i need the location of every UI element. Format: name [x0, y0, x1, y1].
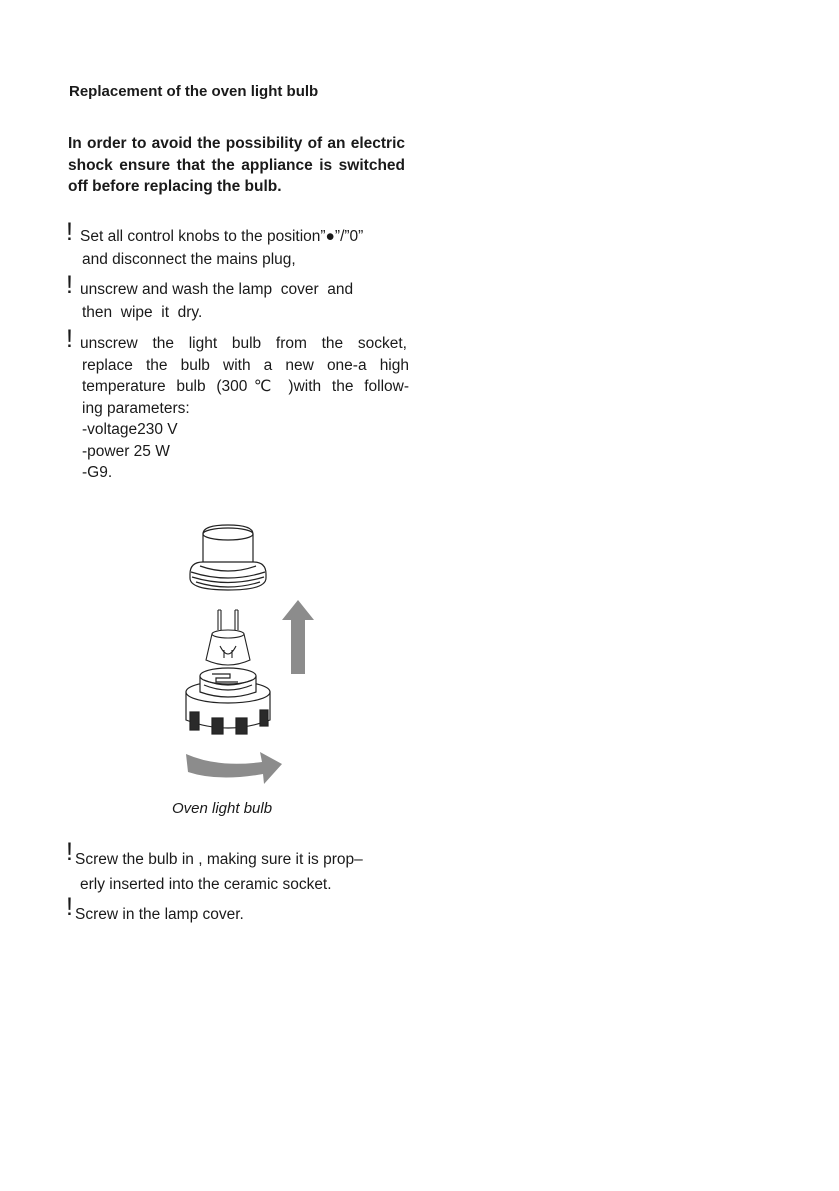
section-title: Replacement of the oven light bulb [69, 83, 319, 100]
step-3-line-6: -power 25 W [82, 442, 170, 460]
step-2-line-2: then wipe it dry. [82, 303, 203, 321]
instruction-step-2 [66, 271, 410, 323]
exclamation-icon: ! [66, 325, 73, 353]
exclamation-icon: ! [66, 838, 73, 866]
step-3-line-5: -voltage230 V [82, 421, 178, 438]
step-3-line-1: unscrew the light bulb from the socket, [80, 335, 407, 352]
instruction-step-4 [66, 838, 363, 897]
step-5-line-1: Screw in the lamp cover. [75, 906, 244, 923]
exclamation-icon: ! [66, 893, 73, 921]
step-3-line-3: temperature bulb (300℃ )with the follow- [82, 378, 409, 395]
step-3-line-4: ing parameters: [82, 399, 190, 417]
bulb-replacement-diagram [178, 522, 328, 790]
step-4-text [75, 847, 363, 897]
step-2-text [80, 279, 410, 323]
step-1-line-1: Set all control knobs to the position”●”/”0” [80, 228, 364, 245]
ceramic-socket-icon [186, 668, 270, 734]
exclamation-icon: ! [66, 271, 73, 299]
g9-bulb-icon [206, 610, 250, 665]
step-3-line-7: -G9. [82, 464, 113, 481]
step-2-line-1: unscrew and wash the lamp cover and [80, 281, 354, 298]
step-3-line-2: replace the bulb with a new one-a high [82, 356, 409, 374]
bulb-diagram-svg [178, 522, 328, 790]
step-3-text [80, 333, 410, 484]
instruction-step-1 [66, 218, 410, 270]
step-4-line-2: erly inserted into the ceramic socket. [80, 876, 332, 893]
lamp-cover-icon [190, 525, 266, 590]
exclamation-icon: ! [66, 218, 73, 246]
rotate-arrow-icon [186, 752, 282, 784]
step-1-line-2: and disconnect the mains plug, [82, 250, 296, 268]
instruction-step-5 [66, 893, 244, 927]
figure-caption: Oven light bulb [172, 800, 273, 817]
safety-warning: In order to avoid the possibility of an electric shock ensure that the appliance is switched off before replacing the bulb. [68, 135, 405, 195]
up-arrow-icon [282, 600, 314, 674]
step-1-text [80, 226, 410, 270]
step-4-line-1: Screw the bulb in , making sure it is prop– [75, 851, 363, 868]
step-5-text [75, 902, 244, 927]
instruction-step-3 [66, 325, 410, 484]
